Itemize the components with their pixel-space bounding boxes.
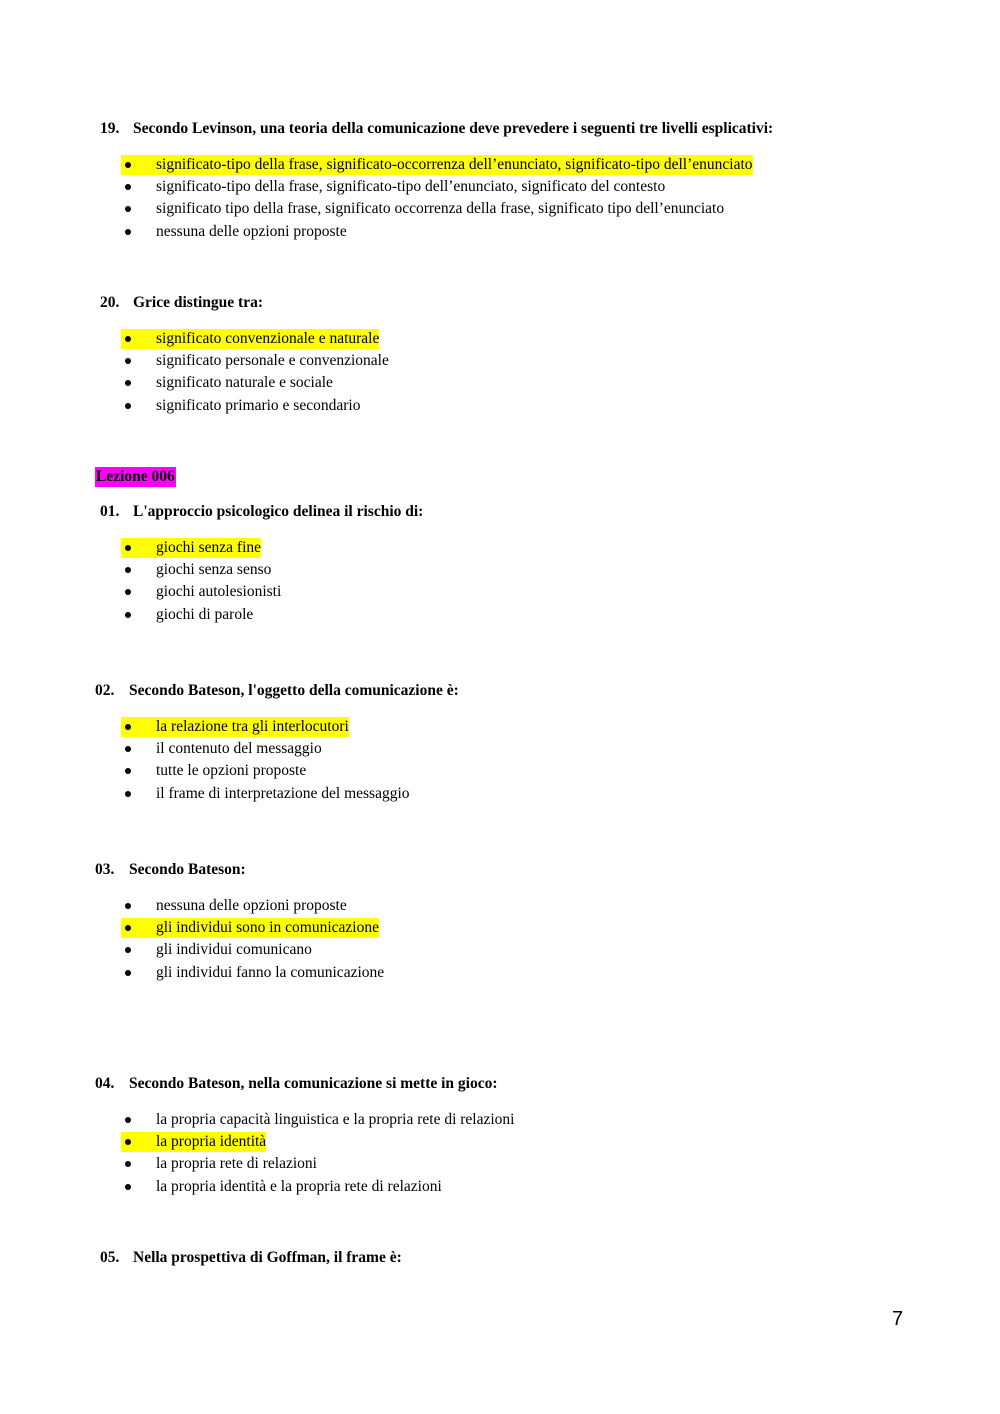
- option-text: gli individui comunicano: [156, 941, 312, 959]
- question-20: [100, 293, 263, 313]
- bullet-icon: [121, 1177, 156, 1197]
- question-text: Secondo Bateson, nella comunicazione si mette in gioco:: [129, 1075, 498, 1092]
- bullet-icon: [121, 329, 156, 349]
- question-03: [95, 860, 246, 880]
- lesson-heading: Lezione 006: [96, 468, 175, 485]
- bullet-icon: [121, 177, 156, 197]
- bullet-icon: [121, 560, 156, 580]
- option-text: giochi autolesionisti: [156, 583, 282, 601]
- bullet-icon: [121, 373, 156, 393]
- question-text: Secondo Bateson, l'oggetto della comunicazione è:: [129, 682, 459, 699]
- bullet-icon: [121, 351, 156, 371]
- option-text: nessuna delle opzioni proposte: [156, 897, 347, 914]
- question-text: Nella prospettiva di Goffman, il frame è:: [133, 1249, 402, 1266]
- option-text: giochi di parole: [156, 605, 254, 623]
- option-text: nessuna delle opzioni proposte: [156, 222, 347, 240]
- option-text: significato-tipo della frase, significato-tipo dell’enunciato, significato del contesto: [156, 178, 666, 196]
- question-number: 19.: [100, 120, 120, 137]
- bullet-icon: [121, 1132, 156, 1152]
- question-01: [100, 502, 423, 522]
- question-number: 01.: [100, 503, 120, 520]
- question-number: 05.: [100, 1249, 120, 1266]
- option-text: il frame di interpretazione del messaggio: [156, 784, 410, 802]
- question-number: 20.: [100, 294, 120, 311]
- bullet-icon: [121, 199, 156, 219]
- option-text: significato convenzionale e naturale: [156, 330, 380, 347]
- question-text: Secondo Bateson:: [129, 861, 246, 878]
- option-text: giochi senza senso: [156, 561, 272, 579]
- option-text: la relazione tra gli interlocutori: [156, 718, 349, 735]
- bullet-icon: [121, 1110, 156, 1130]
- bullet-icon: [121, 582, 156, 602]
- question-02: [95, 681, 459, 701]
- option-text: significato tipo della frase, significato occorrenza della frase, significato tipo dell’enunciato: [156, 200, 725, 218]
- bullet-icon: [121, 963, 156, 983]
- question-19: [100, 119, 773, 139]
- question-text: Secondo Levinson, una teoria della comunicazione deve prevedere i seguenti tre livelli esplicativi:: [133, 120, 774, 137]
- option-text: significato primario e secondario: [156, 396, 361, 414]
- bullet-icon: [121, 896, 156, 916]
- option-text: il contenuto del messaggio: [156, 740, 322, 758]
- option-text: significato-tipo della frase, significato-occorrenza dell’enunciato, significato-tipo dell’enunciato: [156, 156, 753, 173]
- question-number: 02.: [95, 682, 115, 699]
- question-text: Grice distingue tra:: [133, 294, 264, 311]
- option-text: gli individui fanno la comunicazione: [156, 963, 385, 981]
- option-text: gli individui sono in comunicazione: [156, 919, 379, 937]
- bullet-icon: [121, 784, 156, 804]
- question-05: [100, 1248, 402, 1268]
- option-text: la propria capacità linguistica e la propria rete di relazioni: [156, 1111, 515, 1128]
- question-number: 03.: [95, 861, 115, 878]
- option-text: significato naturale e sociale: [156, 374, 333, 392]
- question-text: L'approccio psicologico delinea il rischio di:: [133, 503, 424, 520]
- bullet-icon: [121, 155, 156, 175]
- page-number: 7: [892, 1308, 904, 1330]
- question-number: 04.: [95, 1075, 115, 1092]
- option-text: la propria rete di relazioni: [156, 1155, 317, 1173]
- option-text: significato personale e convenzionale: [156, 352, 389, 370]
- option-text: giochi senza fine: [156, 539, 262, 556]
- bullet-icon: [121, 605, 156, 625]
- bullet-icon: [121, 717, 156, 737]
- bullet-icon: [121, 940, 156, 960]
- bullet-icon: [121, 1154, 156, 1174]
- question-04: [95, 1074, 498, 1094]
- bullet-icon: [121, 222, 156, 242]
- bullet-icon: [121, 918, 156, 938]
- bullet-icon: [121, 538, 156, 558]
- bullet-icon: [121, 396, 156, 416]
- bullet-icon: [121, 739, 156, 759]
- option-text: la propria identità: [156, 1133, 267, 1151]
- option-text: la propria identità e la propria rete di relazioni: [156, 1177, 442, 1195]
- option-text: tutte le opzioni proposte: [156, 762, 307, 780]
- bullet-icon: [121, 761, 156, 781]
